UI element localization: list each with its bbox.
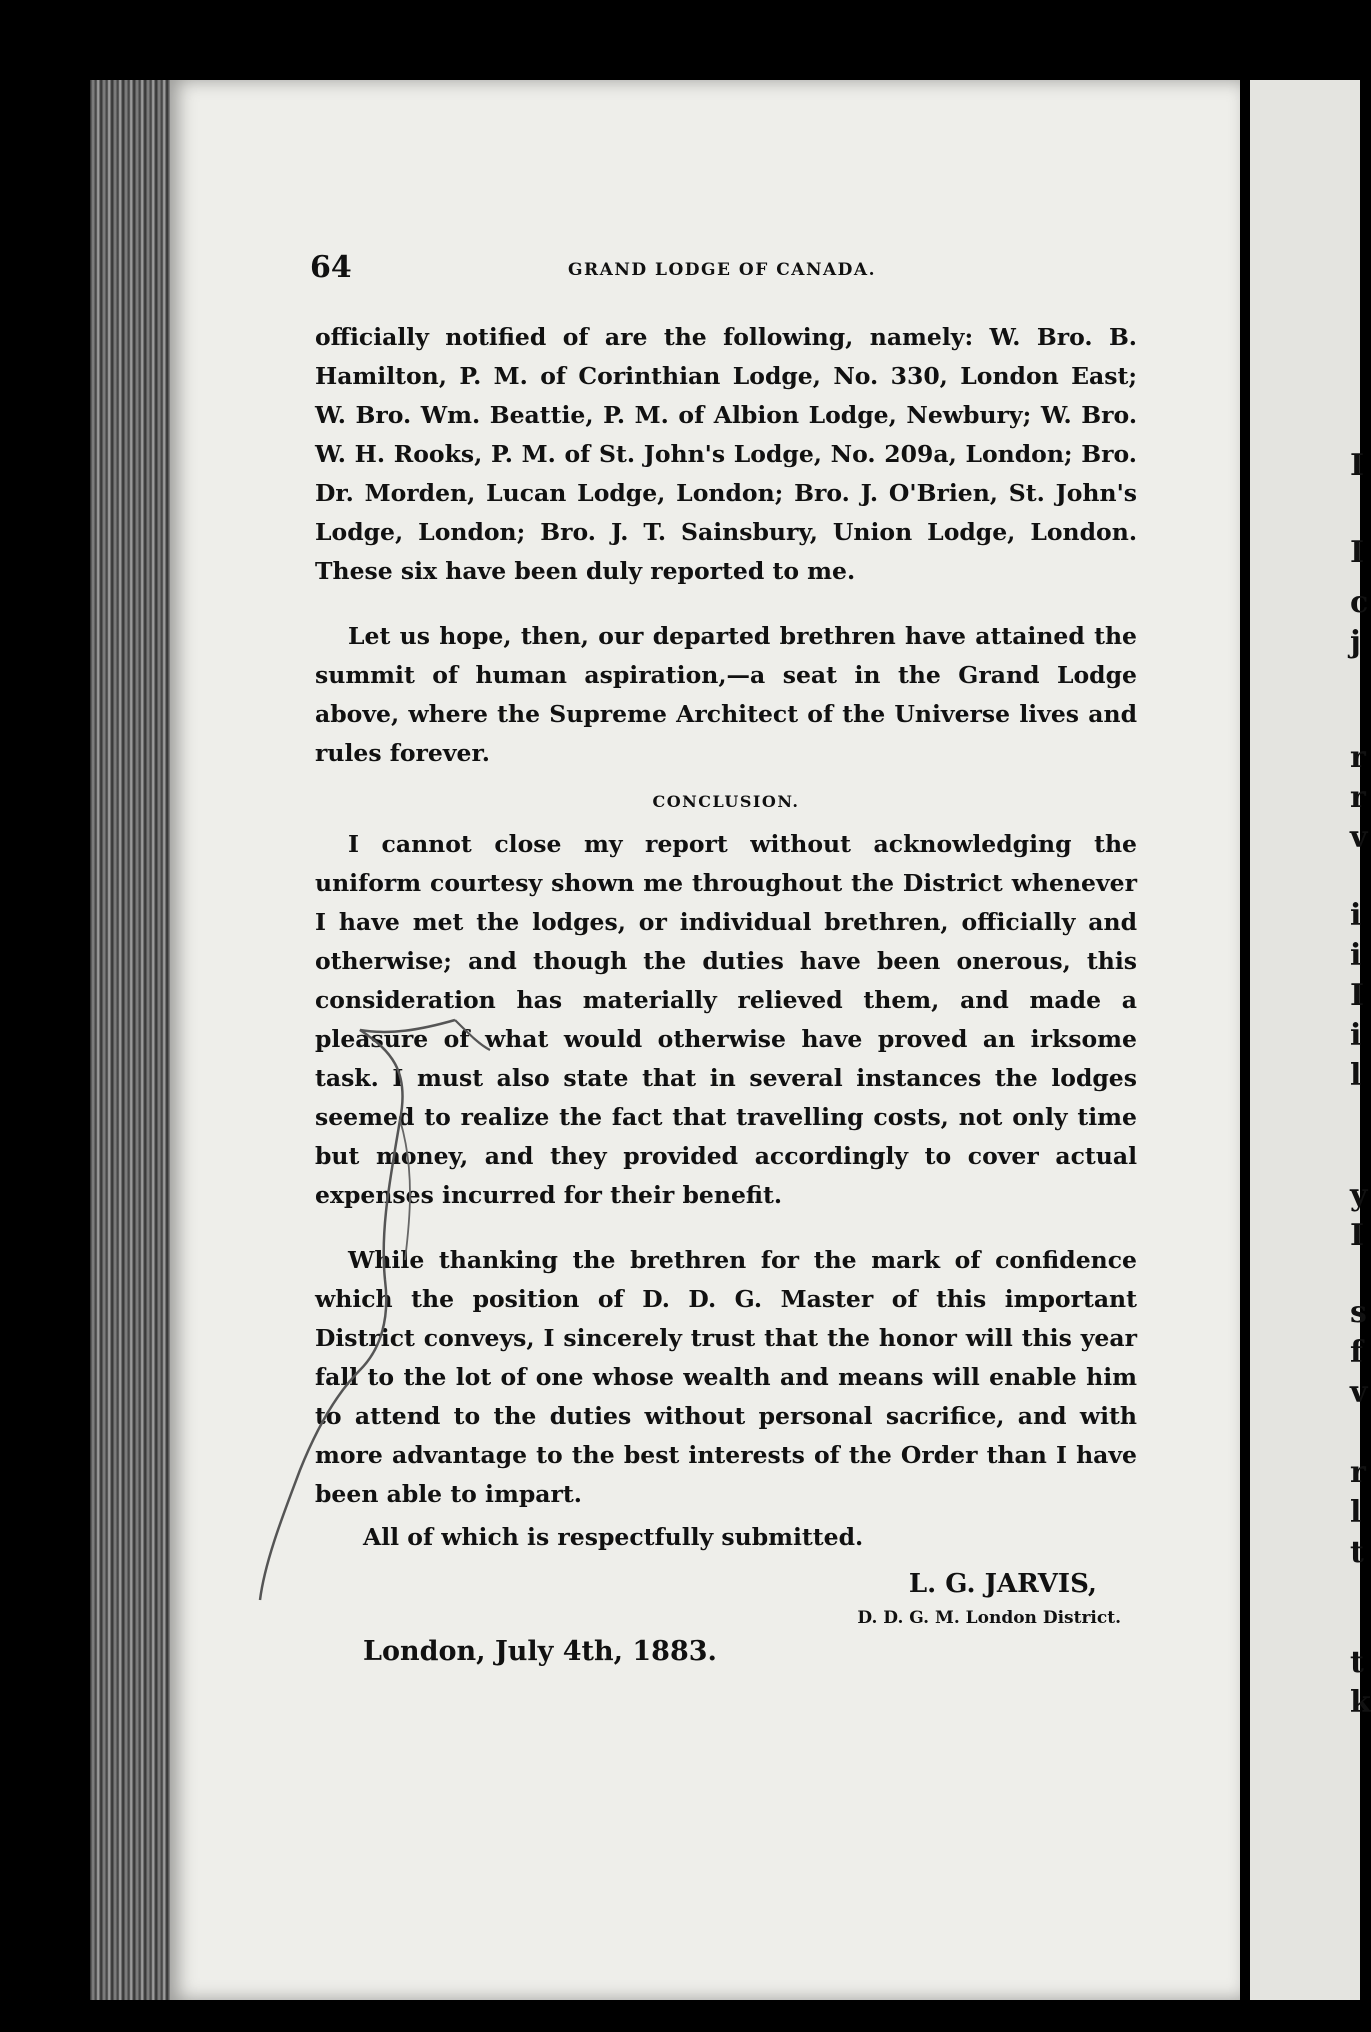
- signature-title: D. D. G. M. London District.: [857, 1608, 1121, 1628]
- facing-page-fragment: I: [1350, 978, 1365, 1013]
- facing-page-fragment: k: [1350, 1685, 1371, 1720]
- facing-page-fragment: r: [1350, 1455, 1366, 1490]
- closing-line: All of which is respectfully submitted.: [363, 1523, 864, 1551]
- facing-page-fragment: l: [1350, 1495, 1362, 1530]
- section-heading: CONCLUSION.: [652, 792, 800, 811]
- facing-page-fragment: t: [1350, 1535, 1364, 1570]
- facing-page-fragment: f: [1350, 1335, 1363, 1370]
- dateline: London, July 4th, 1883.: [363, 1636, 717, 1667]
- facing-page-fragment: I: [1350, 1218, 1365, 1253]
- paragraph: Let us hope, then, our departed brethren have attained the summit of human aspiration,—a seat in the Grand Lodge above, where the Supreme Architect of the Universe lives and rules forever.: [315, 622, 1137, 767]
- page-header: [310, 250, 1140, 290]
- facing-page-fragment: r: [1350, 780, 1366, 815]
- book-gutter: [90, 80, 172, 2000]
- facing-page-fragment: v: [1350, 820, 1368, 855]
- page-number: 64: [310, 250, 352, 285]
- facing-page-edge: [1250, 80, 1371, 2000]
- facing-page-fragment: i: [1350, 938, 1362, 973]
- facing-page-fragment: r: [1350, 740, 1366, 775]
- facing-page-fragment: c: [1350, 585, 1369, 620]
- facing-page-fragment: l: [1350, 1058, 1362, 1093]
- facing-page-fragment: t: [1350, 1645, 1364, 1680]
- facing-page-fragment: i: [1350, 1018, 1362, 1053]
- facing-page-fragment: v: [1350, 1375, 1368, 1410]
- facing-page-fragment: I: [1350, 535, 1365, 570]
- facing-page-fragment: y: [1350, 1178, 1368, 1213]
- running-head: GRAND LODGE OF CANADA.: [568, 260, 877, 280]
- paragraph: While thanking the brethren for the mark of confidence which the position of D. D. G. Master of this important District conveys, I sincerely trust that the honor will this year fall to the lot of one whose wealth and means will enable him to attend to the duties without personal sacrifice, and with more advantage to the best interests of the Order than I have been able to impart.: [315, 1246, 1137, 1508]
- paragraph-continued: officially notified of are the following, namely: W. Bro. B. Hamilton, P. M. of Corinthian Lodge, No. 330, London East; W. Bro. Wm. Beattie, P. M. of Albion Lodge, Newbury; W. Bro. W. H. Rooks, P. M. of St. John's Lodge, No. 209a, London; Bro. Dr. Morden, Lucan Lodge, London; Bro. J. O'Brien, St. John's Lodge, London; Bro. J. T. Sainsbury, Union Lodge, London. These six have been duly reported to me.: [315, 323, 1137, 585]
- facing-page-fragment: i: [1350, 898, 1362, 933]
- facing-page-fragment: s: [1350, 1295, 1367, 1330]
- facing-page-fragment: I: [1350, 448, 1365, 483]
- facing-page-fragment: j: [1350, 625, 1361, 660]
- paragraph: I cannot close my report without acknowledging the uniform courtesy shown me throughout the District whenever I have met the lodges, or individual brethren, officially and otherwise; and though the duties have been onerous, this consideration has materially relieved them, and made a pleasure of what would otherwise have proved an irksome task. I must also state that in several instances the lodges seemed to realize the fact that travelling costs, not only time but money, and they provided accordingly to cover actual expenses incurred for their benefit.: [315, 830, 1137, 1209]
- signature-name: L. G. JARVIS,: [908, 1569, 1097, 1599]
- page-body: [315, 318, 1137, 1671]
